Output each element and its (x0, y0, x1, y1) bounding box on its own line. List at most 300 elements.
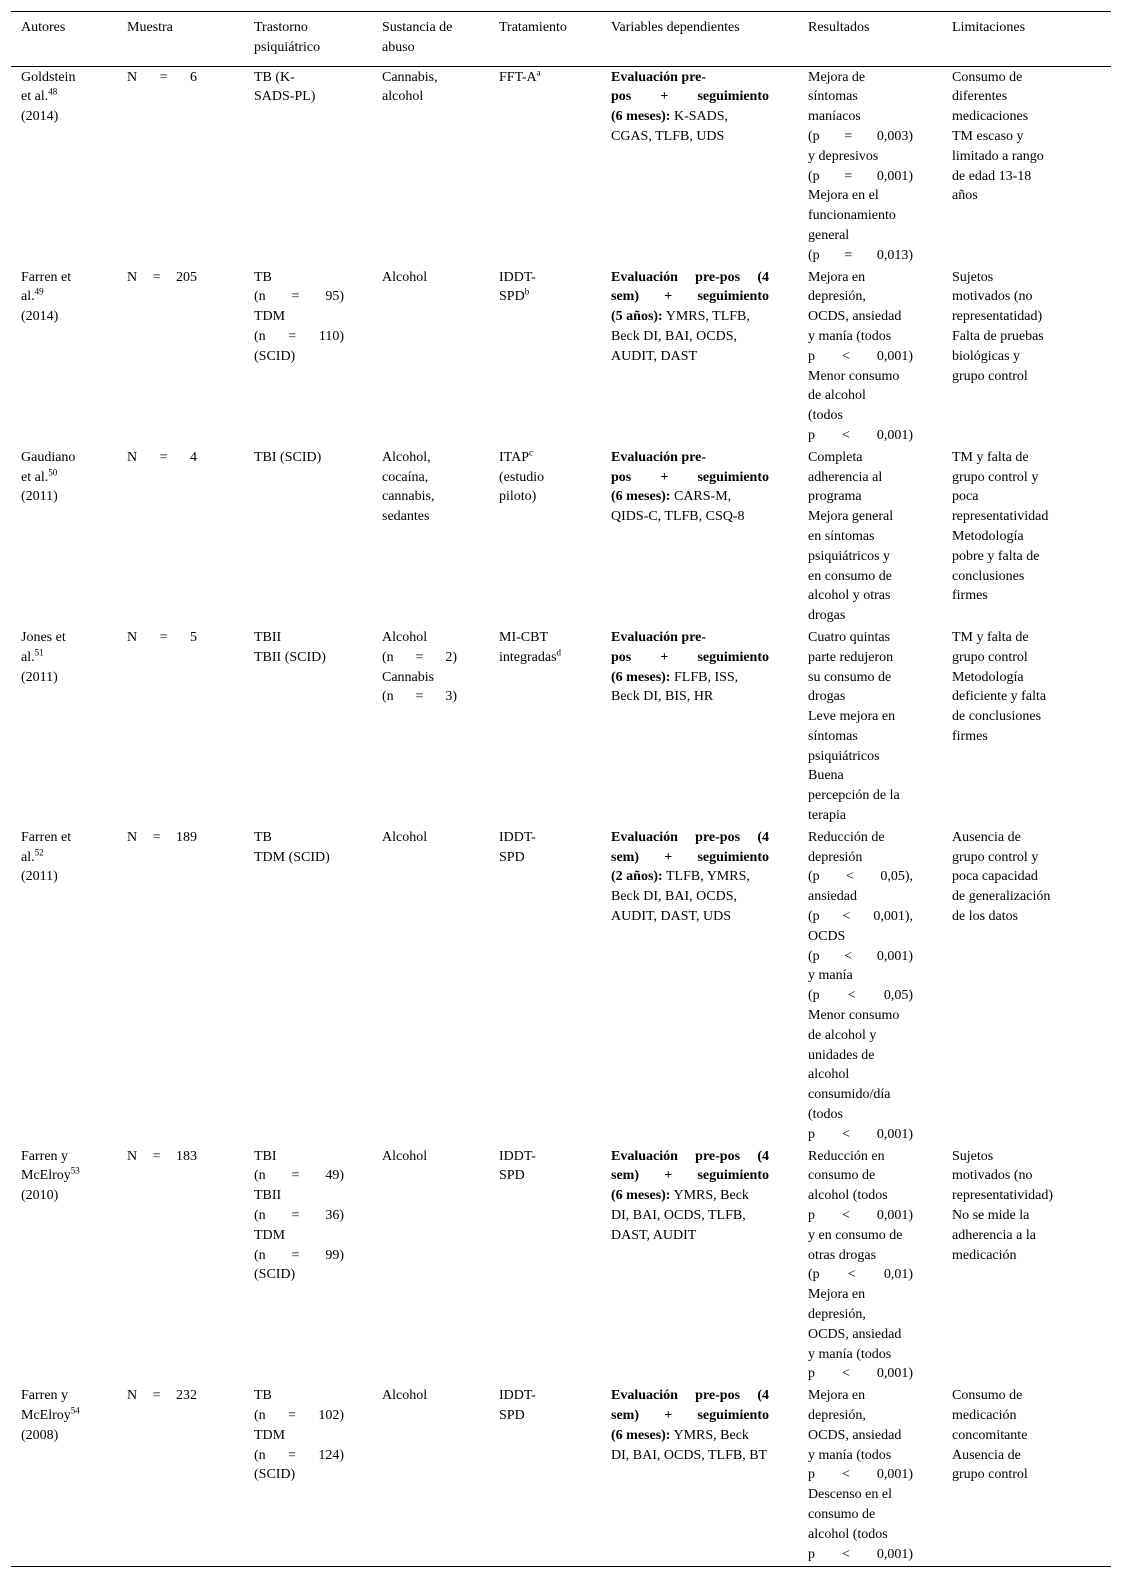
treatment-line (499, 268, 597, 288)
author-line-text: Farren y (21, 1148, 69, 1164)
limitation-line: representatividad) (952, 1188, 1054, 1204)
treatment-line (499, 848, 597, 868)
result-line: y manía (todos (808, 1447, 892, 1463)
variables-bold-line: pos + seguimiento (611, 649, 769, 665)
result-line: y manía (todos (808, 1346, 892, 1362)
cell-autores (11, 627, 117, 827)
header-sustancia: Sustancia de abuso (372, 12, 489, 67)
variables-bold-line: pos + seguimiento (611, 469, 769, 485)
substance-line: Alcohol (382, 1388, 428, 1404)
result-line: Mejora en (808, 269, 866, 285)
limitation-line: Sujetos (952, 269, 994, 285)
author-line-text: McElroy (21, 1407, 71, 1423)
treatment-line-text: SPD (499, 849, 525, 865)
disorder-line: (SCID) (254, 348, 296, 364)
sample-size: N = 5 (127, 629, 197, 645)
cell-muestra (117, 627, 244, 827)
author-line (21, 1166, 113, 1186)
disorder-line: TBI (SCID) (254, 449, 322, 465)
treatment-line (499, 1406, 597, 1426)
variables-text (611, 268, 769, 367)
treatment-line (499, 1147, 597, 1167)
author-line-text: Farren et (21, 829, 72, 845)
author-line (21, 468, 113, 488)
cell-tratamiento (489, 1385, 601, 1567)
footnote-marker: a (536, 66, 541, 77)
result-line: depresión, (808, 1407, 866, 1423)
author-line-text: (2011) (21, 489, 58, 505)
cell-limitaciones (942, 1146, 1111, 1386)
limitation-line: grupo control y (952, 469, 1039, 485)
author-line-text: al. (21, 289, 35, 305)
disorder-line: (n = 99) (254, 1247, 344, 1263)
cell-resultados (798, 447, 942, 627)
variables-bold-line: Evaluación pre- (611, 449, 707, 465)
limitation-line: Sujetos (952, 1148, 994, 1164)
header-muestra: Muestra (117, 12, 244, 67)
cell-sustancia (372, 447, 489, 627)
cell-autores (11, 267, 117, 447)
result-line: Leve mejora en (808, 709, 896, 725)
substance-line: cannabis, (382, 489, 435, 505)
limitation-line: No se mide la (952, 1208, 1030, 1224)
cell-muestra (117, 827, 244, 1146)
result-line: Menor consumo (808, 1008, 900, 1024)
variables-bold-line: sem) + seguimiento (611, 1407, 769, 1423)
result-line: maníacos (808, 109, 861, 125)
result-line: psiquiátricos (808, 748, 880, 764)
treatment-line (499, 828, 597, 848)
disorder-line: TBII (SCID) (254, 649, 326, 665)
result-line: y manía (808, 968, 853, 984)
result-line: Mejora de (808, 69, 866, 85)
result-line: (p = 0,013) (808, 247, 913, 263)
limitation-line: concomitante (952, 1427, 1028, 1443)
cell-sustancia (372, 267, 489, 447)
variables-list: K-SADS, CGAS, TLFB, UDS (611, 109, 729, 144)
substance-line: cocaína, (382, 469, 429, 485)
disorder-line: TBII (254, 629, 282, 645)
disorder-line: SADS-PL) (254, 89, 316, 105)
result-line: OCDS, ansiedad (808, 1326, 902, 1342)
treatment-line-text: ITAP (499, 449, 529, 465)
variables-text (611, 1147, 769, 1246)
header-row (11, 12, 1111, 67)
treatment-line-text: IDDT- (499, 1388, 536, 1404)
cell-autores (11, 1146, 117, 1386)
result-line: (p < 0,05) (808, 988, 913, 1004)
substance-line: (n = 3) (382, 689, 457, 705)
limitation-line: Ausencia de (952, 829, 1021, 845)
author-line (21, 1426, 113, 1446)
substance-line: Cannabis, (382, 69, 438, 85)
limitation-line: TM escaso y (952, 128, 1024, 144)
limitation-line: Consumo de (952, 1388, 1023, 1404)
author-line-text: (2011) (21, 869, 58, 885)
result-line: funcionamiento (808, 208, 896, 224)
table-row (11, 1385, 1111, 1567)
result-line: en síntomas (808, 528, 875, 544)
author-line (21, 448, 113, 468)
disorder-line: TDM (254, 1227, 286, 1243)
variables-final (611, 1186, 769, 1245)
substance-line: Cannabis (382, 669, 435, 685)
limitation-line: poca capacidad (952, 869, 1038, 885)
substance-line: Alcohol (382, 1148, 428, 1164)
cell-muestra (117, 1146, 244, 1386)
result-line: otras drogas (808, 1247, 877, 1263)
cell-trastorno (244, 267, 372, 447)
result-line: OCDS, ansiedad (808, 1427, 902, 1443)
disorder-line: TDM (SCID) (254, 849, 330, 865)
limitation-line: conclusiones (952, 568, 1025, 584)
author-line (21, 268, 113, 288)
limitation-line: Ausencia de (952, 1447, 1021, 1463)
limitation-line: de los datos (952, 909, 1019, 925)
disorder-line: TDM (254, 1427, 286, 1443)
result-line: drogas (808, 608, 846, 624)
cell-tratamiento (489, 627, 601, 827)
disorder-line: (SCID) (254, 1467, 296, 1483)
cell-variables (601, 1146, 798, 1386)
limitation-line: representatividad (952, 509, 1049, 525)
limitation-line: representatidad) (952, 309, 1043, 325)
limitation-line: deficiente y falta (952, 689, 1047, 705)
cell-variables (601, 447, 798, 627)
limitation-line: motivados (no (952, 1168, 1033, 1184)
treatment-line (499, 468, 597, 488)
header-variables: Variables dependientes (601, 12, 798, 67)
result-line: adherencia al (808, 469, 883, 485)
result-line: (p = 0,003) (808, 128, 913, 144)
author-line-text: et al. (21, 469, 49, 485)
result-line: de alcohol y (808, 1027, 877, 1043)
treatment-line (499, 68, 597, 88)
footnote-marker: b (524, 286, 530, 297)
limitation-line: adherencia a la (952, 1227, 1036, 1243)
result-line: Mejora en el (808, 188, 879, 204)
treatment-line (499, 487, 597, 507)
sample-size: N = 4 (127, 449, 197, 465)
variables-final (611, 107, 769, 147)
substance-line: alcohol (382, 89, 424, 105)
table-row (11, 827, 1111, 1146)
author-line (21, 287, 113, 307)
limitation-line: años (952, 188, 978, 204)
author-line-text: (2011) (21, 669, 58, 685)
cell-limitaciones (942, 66, 1111, 266)
limitation-line: medicaciones (952, 109, 1029, 125)
result-line: p < 0,001) (808, 1126, 913, 1142)
variables-list: YMRS, TLFB, Beck DI, BAI, OCDS, AUDIT, DAST (611, 309, 750, 364)
author-line (21, 668, 113, 688)
author-line (21, 87, 113, 107)
treatment-line (499, 1386, 597, 1406)
result-line: Completa (808, 449, 863, 465)
result-line: alcohol (808, 1067, 850, 1083)
cell-variables (601, 1385, 798, 1567)
result-line: depresión (808, 849, 863, 865)
footnote-marker: 50 (48, 466, 58, 477)
sample-size: N = 183 (127, 1148, 197, 1164)
cell-resultados (798, 1146, 942, 1386)
variables-final (611, 1426, 769, 1466)
limitation-line: Falta de pruebas (952, 328, 1044, 344)
header-resultados: Resultados (798, 12, 942, 67)
cell-trastorno (244, 1385, 372, 1567)
variables-list: CARS-M, QIDS-C, TLFB, CSQ-8 (611, 489, 745, 525)
result-line: Mejora en (808, 1287, 866, 1303)
treatment-line (499, 1166, 597, 1186)
variables-final (611, 668, 769, 708)
variables-bold-line: Evaluación pre-pos (4 (611, 829, 769, 845)
result-line: general (808, 227, 850, 243)
limitation-line: grupo control (952, 1467, 1028, 1483)
table-row (11, 627, 1111, 827)
cell-sustancia (372, 66, 489, 266)
cell-trastorno (244, 447, 372, 627)
limitation-line: poca (952, 489, 979, 505)
result-line: (p < 0,001), (808, 909, 913, 925)
cell-trastorno (244, 66, 372, 266)
disorder-line: (n = 124) (254, 1447, 344, 1463)
disorder-line: (n = 95) (254, 289, 344, 305)
result-line: (p < 0,001) (808, 948, 913, 964)
treatment-line-text: IDDT- (499, 829, 536, 845)
limitation-line: medicación (952, 1247, 1017, 1263)
sample-size: N = 232 (127, 1388, 197, 1404)
result-line: (todos (808, 408, 843, 424)
result-line: Reducción de (808, 829, 885, 845)
result-line: consumido/día (808, 1087, 891, 1103)
result-line: psiquiátricos y (808, 548, 891, 564)
treatment-line (499, 628, 597, 648)
variables-bold-line: (6 meses): (611, 109, 671, 125)
limitation-line: limitado a rango (952, 148, 1044, 164)
footnote-marker: 49 (34, 286, 44, 297)
result-line: (todos (808, 1107, 843, 1123)
result-line: (p = 0,001) (808, 168, 913, 184)
limitation-line: diferentes (952, 89, 1008, 105)
limitation-line: firmes (952, 588, 988, 604)
treatment-line (499, 287, 597, 307)
variables-bold-line: (6 meses): (611, 1188, 671, 1204)
disorder-line: (n = 110) (254, 328, 344, 344)
cell-tratamiento (489, 66, 601, 266)
treatment-line (499, 648, 597, 668)
limitation-line: de conclusiones (952, 709, 1042, 725)
result-line: alcohol (todos (808, 1188, 888, 1204)
variables-bold-line: Evaluación pre- (611, 629, 707, 645)
result-line: depresión, (808, 1307, 866, 1322)
result-line: p < 0,001) (808, 1546, 913, 1562)
table-row (11, 267, 1111, 447)
result-line: Menor consumo (808, 368, 900, 384)
result-line: (p < 0,05), (808, 869, 913, 885)
treatment-line-text: IDDT- (499, 269, 536, 285)
cell-tratamiento (489, 1146, 601, 1386)
limitation-line: grupo control y (952, 849, 1039, 865)
result-line: Mejora general (808, 509, 894, 525)
limitation-line: Metodología (952, 669, 1024, 685)
result-line: parte redujeron (808, 649, 894, 665)
disorder-line: (n = 102) (254, 1407, 344, 1423)
header-trastorno: Trastorno psiquiátrico (244, 12, 372, 67)
author-line (21, 828, 113, 848)
result-line: Descenso en el (808, 1487, 892, 1503)
footnote-marker: 51 (34, 647, 44, 658)
result-line: Buena (808, 768, 844, 784)
cell-limitaciones (942, 267, 1111, 447)
disorder-line: TB (254, 269, 272, 285)
cell-sustancia (372, 1385, 489, 1567)
cell-muestra (117, 1385, 244, 1567)
author-line-text: Jones et (21, 629, 66, 645)
result-line: programa (808, 489, 862, 505)
result-line: Reducción en (808, 1148, 885, 1164)
result-line: p < 0,001) (808, 1366, 913, 1382)
substance-line: Alcohol (382, 269, 428, 285)
treatment-line (499, 448, 597, 468)
variables-bold-line: (6 meses): (611, 489, 671, 505)
disorder-line: TB (254, 1388, 272, 1404)
cell-trastorno (244, 1146, 372, 1386)
author-line (21, 648, 113, 668)
variables-bold-line: sem) + seguimiento (611, 289, 769, 305)
treatment-line-text: piloto) (499, 489, 537, 505)
author-line (21, 1406, 113, 1426)
variables-text (611, 628, 769, 707)
author-line-text: al. (21, 649, 35, 665)
footnote-marker: 54 (70, 1405, 80, 1416)
limitation-line: TM y falta de (952, 449, 1029, 465)
variables-text (611, 68, 769, 147)
result-line: síntomas (808, 89, 858, 105)
variables-final (611, 307, 769, 366)
author-line (21, 107, 113, 127)
treatment-line-text: integradas (499, 649, 557, 665)
variables-final (611, 487, 769, 527)
disorder-line: TDM (254, 309, 286, 325)
variables-list: YMRS, Beck DI, BAI, OCDS, TLFB, BT (611, 1427, 768, 1463)
cell-resultados (798, 1385, 942, 1567)
limitation-line: motivados (no (952, 289, 1033, 305)
sample-size: N = 189 (127, 829, 197, 845)
cell-resultados (798, 827, 942, 1146)
treatment-line-text: SPD (499, 1407, 525, 1423)
variables-bold-line: sem) + seguimiento (611, 1168, 769, 1184)
variables-text (611, 448, 769, 527)
cell-resultados (798, 627, 942, 827)
variables-bold-line: pos + seguimiento (611, 89, 769, 105)
result-line: en consumo de (808, 568, 892, 584)
cell-tratamiento (489, 267, 601, 447)
author-line (21, 628, 113, 648)
result-line: percepción de la (808, 788, 900, 804)
result-line: consumo de (808, 1506, 876, 1522)
cell-autores (11, 827, 117, 1146)
substance-line: (n = 2) (382, 649, 457, 665)
limitation-line: Consumo de (952, 69, 1023, 85)
variables-text (611, 1386, 769, 1465)
result-line: OCDS, ansiedad (808, 309, 902, 325)
author-line (21, 1186, 113, 1206)
cell-tratamiento (489, 447, 601, 627)
cell-limitaciones (942, 827, 1111, 1146)
disorder-line: TBI (254, 1148, 277, 1164)
author-line (21, 487, 113, 507)
footnote-marker: d (556, 647, 562, 658)
substance-line: Alcohol (382, 829, 428, 845)
author-line (21, 68, 113, 88)
cell-autores (11, 1385, 117, 1567)
sample-size: N = 6 (127, 69, 197, 85)
disorder-line: (SCID) (254, 1267, 296, 1283)
disorder-line: TB (254, 829, 272, 845)
result-line: (p < 0,01) (808, 1267, 913, 1283)
variables-bold-line: (6 meses): (611, 669, 671, 685)
footnote-marker: 53 (70, 1165, 80, 1176)
cell-variables (601, 66, 798, 266)
cell-resultados (798, 267, 942, 447)
result-line: p < 0,001) (808, 348, 913, 364)
cell-variables (601, 827, 798, 1146)
author-line (21, 848, 113, 868)
header-limitaciones: Limitaciones (942, 12, 1111, 67)
treatment-line-text: MI-CBT (499, 629, 548, 645)
result-line: p < 0,001) (808, 427, 913, 443)
variables-text (611, 828, 769, 927)
result-line: p < 0,001) (808, 1467, 913, 1483)
treatment-line-text: SPD (499, 1168, 525, 1184)
author-line-text: et al. (21, 89, 49, 105)
author-line-text: Goldstein (21, 69, 76, 85)
treatment-line-text: IDDT- (499, 1148, 536, 1164)
result-line: Mejora en (808, 1388, 866, 1404)
author-line-text: Farren et (21, 269, 72, 285)
variables-bold-line: Evaluación pre- (611, 69, 707, 85)
cell-sustancia (372, 827, 489, 1146)
author-line-text: (2014) (21, 109, 59, 125)
limitation-line: grupo control (952, 649, 1028, 665)
cell-trastorno (244, 827, 372, 1146)
cell-limitaciones (942, 447, 1111, 627)
result-line: alcohol y otras (808, 588, 891, 604)
cell-sustancia (372, 1146, 489, 1386)
result-line: y en consumo de (808, 1227, 903, 1243)
variables-bold-line: Evaluación pre-pos (4 (611, 1148, 769, 1164)
author-line (21, 1386, 113, 1406)
variables-bold-line: Evaluación pre-pos (4 (611, 269, 769, 285)
cell-muestra (117, 447, 244, 627)
cell-resultados (798, 66, 942, 266)
substance-line: Alcohol, (382, 449, 431, 465)
author-line-text: (2008) (21, 1427, 59, 1443)
cell-variables (601, 627, 798, 827)
substance-line: sedantes (382, 509, 430, 525)
result-line: y manía (todos (808, 328, 892, 344)
disorder-line: TB (K- (254, 69, 295, 85)
substance-line: Alcohol (382, 629, 428, 645)
result-line: p < 0,001) (808, 1208, 913, 1224)
author-line-text: McElroy (21, 1168, 71, 1184)
disorder-line: TBII (254, 1188, 282, 1204)
cell-limitaciones (942, 1385, 1111, 1567)
limitation-line: grupo control (952, 368, 1028, 384)
cell-autores (11, 447, 117, 627)
footnote-marker: 52 (34, 847, 44, 858)
author-line-text: Gaudiano (21, 449, 76, 465)
